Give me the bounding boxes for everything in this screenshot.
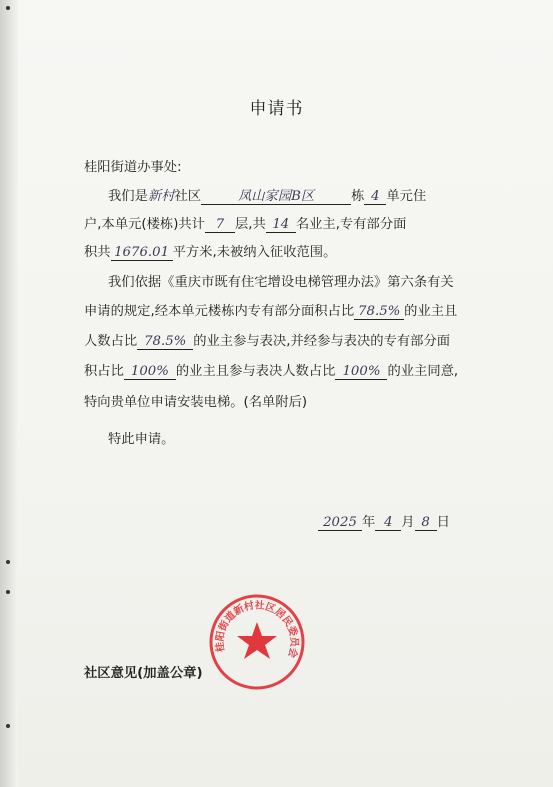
closing: 特此申请。 — [108, 432, 175, 447]
text: 年 — [362, 515, 376, 530]
text: 的业主同意, — [387, 364, 459, 379]
text: 月 — [401, 515, 415, 530]
handwritten-month: 4 — [375, 515, 401, 531]
salutation: 桂阳街道办事处: — [84, 160, 182, 175]
p1-line3 — [84, 241, 336, 261]
handwritten-pct-voted-area: 100% — [124, 364, 176, 380]
text: 层,共 — [234, 217, 266, 232]
p2-line4 — [84, 360, 458, 380]
svg-text:桂阳街道新村社区居民委员会: 桂阳街道新村社区居民委员会 — [214, 600, 300, 659]
handwritten-estate: 凤山家园B区 — [201, 185, 351, 205]
handwritten-pct-area: 78.5% — [354, 304, 404, 320]
text: 日 — [436, 515, 450, 530]
handwritten-floors: 7 — [205, 217, 235, 233]
text: 单元住 — [386, 189, 427, 204]
handwritten-pct-voted-people: 100% — [335, 364, 387, 380]
p2-line5: 特向贵单位申请安装电梯。(名单附后) — [84, 395, 308, 410]
text: 积共 — [84, 245, 111, 260]
text: 名业主,专有部分面 — [295, 217, 407, 232]
handwritten-community: 新村 — [147, 189, 175, 204]
punch-hole — [6, 724, 10, 728]
community-opinion-label: 社区意见(加盖公章) — [84, 666, 203, 681]
p2-line1: 我们依据《重庆市既有住宅增设电梯管理办法》第六条有关 — [108, 275, 454, 290]
text: 人数占比 — [84, 334, 138, 349]
p2-line3 — [84, 330, 450, 350]
handwritten-year: 2025 — [318, 515, 362, 531]
handwritten-pct-people: 78.5% — [137, 334, 193, 350]
text: 的业主且参与表决人数占比 — [175, 364, 336, 379]
punch-hole — [6, 590, 10, 594]
text: 栋 — [351, 189, 365, 204]
text: 的业主参与表决,并经参与表决的专有部分面 — [193, 334, 451, 349]
handwritten-area: 1676.01 — [111, 245, 173, 261]
handwritten-unit: 4 — [364, 189, 386, 205]
p2-line2 — [84, 300, 457, 320]
punch-hole — [6, 560, 10, 564]
text: 申请的规定,经本单元楼栋内专有部分面积占比 — [84, 304, 355, 319]
date-line — [318, 511, 450, 531]
p1-line2 — [84, 213, 406, 233]
handwritten-day: 8 — [415, 515, 437, 531]
text: 户,本单元(楼栋)共计 — [84, 217, 205, 232]
text: 积占比 — [84, 364, 124, 379]
document-title: 申请书 — [249, 99, 304, 119]
text: 社区 — [174, 189, 202, 204]
official-seal-stamp — [207, 592, 307, 692]
text: 我们是 — [108, 189, 148, 204]
p1-line1 — [108, 185, 426, 205]
punch-hole — [6, 6, 10, 10]
handwritten-owners: 14 — [266, 217, 296, 233]
text: 的业主且 — [404, 304, 458, 319]
text: 平方米,未被纳入征收范围。 — [172, 245, 337, 260]
